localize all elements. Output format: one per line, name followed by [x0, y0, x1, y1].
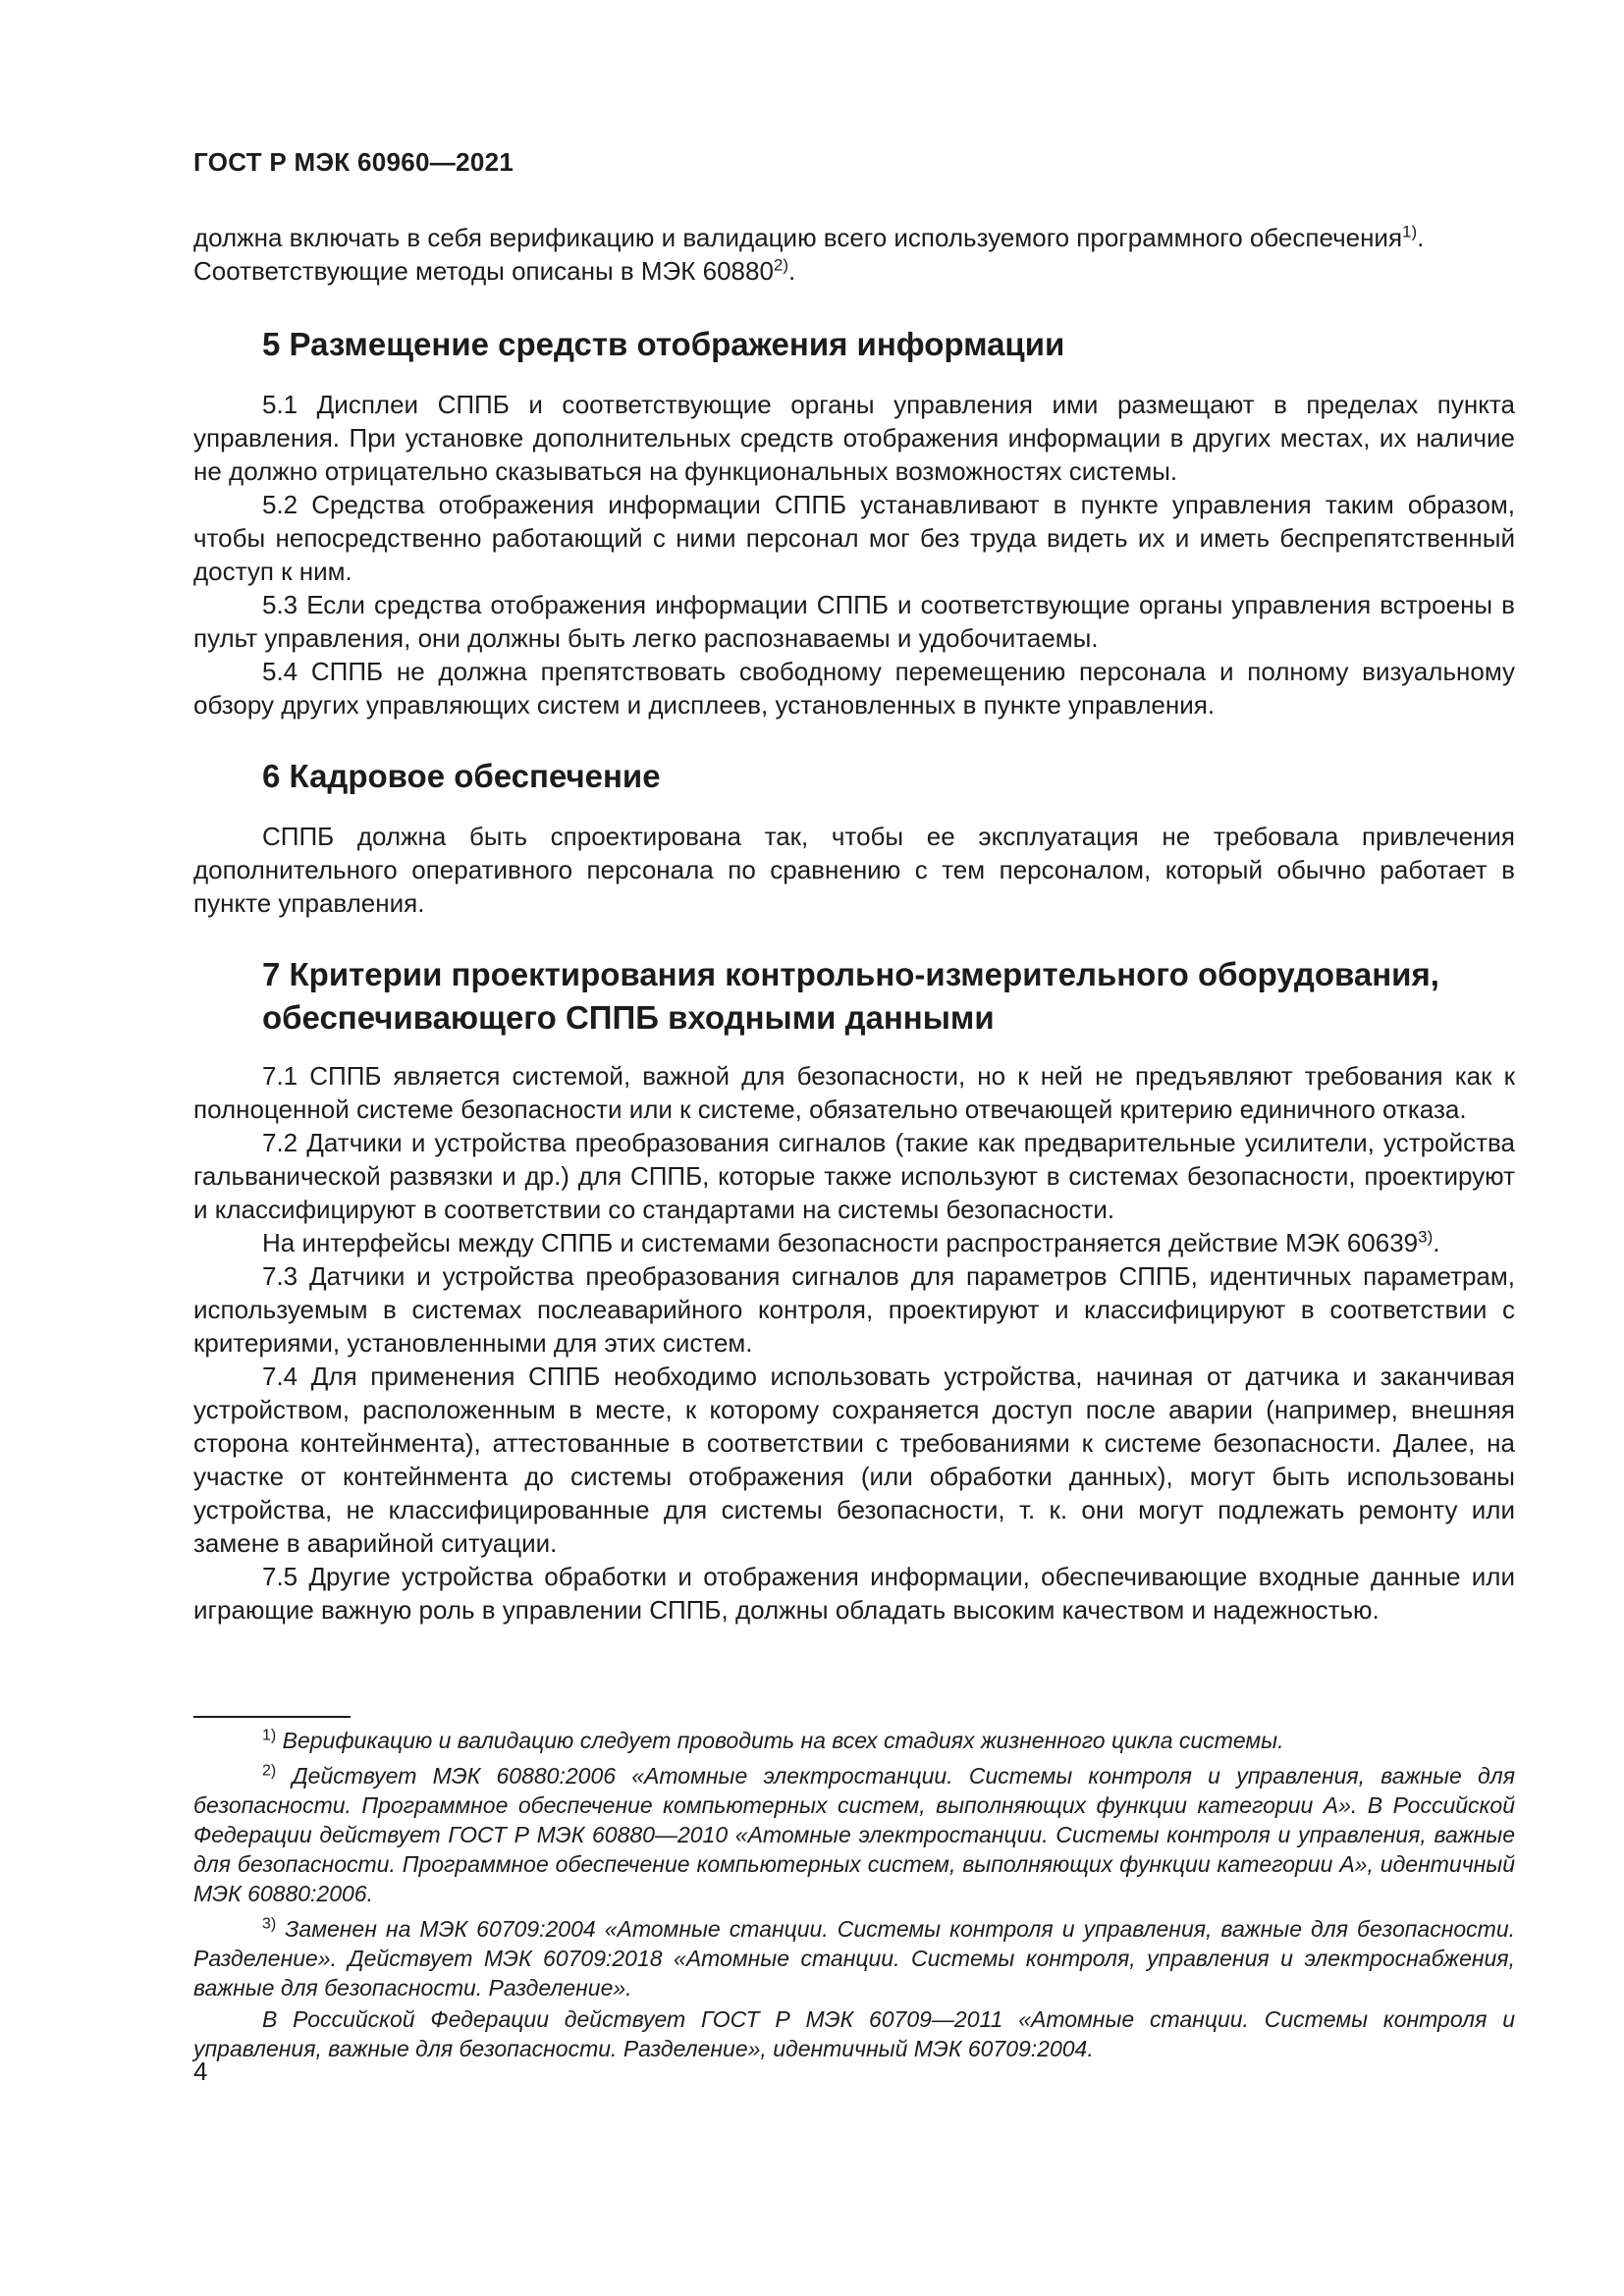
footnote-ref-2[interactable]: 2) — [773, 255, 789, 275]
paragraph-5-2: 5.2 Средства отображения информации СППБ устанавливают в пункте управления таким образом, чтобы непосредственно работающий с ними персонал мог без труда видеть их и иметь беспрепятственный доступ к ним. — [193, 490, 1515, 586]
paragraph-7-2-interfaces-end: . — [1433, 1228, 1440, 1257]
section-6-title: 6 Кадровое обеспечение — [262, 758, 661, 794]
paragraph-7-4: 7.4 Для применения СППБ необходимо использовать устройства, начиная от датчика и заканчивая устройством, расположенным в месте, к которому сохраняется доступ после аварии (например, внешняя сторона контейнмента), аттестованные в соответствии с требованиями к системе безопасности. Далее, на участке от контейнмента до системы отображения (или обработки данных), могут быть использованы устройства, не классифицированные для системы безопасности, т. к. они могут подлежать ремонту или замене в аварийной ситуации. — [193, 1362, 1515, 1558]
footnote-3-mark: 3) — [262, 1915, 277, 1933]
paragraph-7-1: 7.1 СППБ является системой, важной для безопасности, но к ней не предъявляют требования как к полноценной системе безопасности или к системе, обязательно отвечающей критерию единичного отказа. — [193, 1061, 1515, 1124]
footnote-2-mark: 2) — [262, 1762, 277, 1780]
paragraph-6: СППБ должна быть спроектирована так, чтобы ее эксплуатация не требовала привлечения дополнительного оперативного персонала по сравнению с тем персоналом, который обычно работает в пункте управления. — [193, 822, 1515, 918]
footnote-ref-3[interactable]: 3) — [1418, 1227, 1434, 1247]
footnote-1-mark: 1) — [262, 1727, 277, 1744]
paragraph-5-1: 5.1 Дисплеи СППБ и соответствующие органы управления ими размещают в пределах пункта управления. При установке дополнительных средств отображения информации в других местах, их наличие не должно отрицательно сказываться на функциональных возможностях системы. — [193, 390, 1515, 486]
paragraph-7-2-interfaces — [193, 1226, 1515, 1259]
intro-text-1: должна включать в себя верификацию и валидацию всего используемого программного обеспечения — [193, 223, 1403, 252]
document-header: ГОСТ Р МЭК 60960—2021 — [193, 147, 514, 177]
footnote-divider — [193, 1716, 351, 1718]
footnote-1-text: Верификацию и валидацию следует проводить на всех стадиях жизненного цикла системы. — [282, 1728, 1284, 1753]
intro-paragraph-1 — [193, 221, 1515, 254]
footnote-1 — [193, 1726, 1515, 1755]
footnote-2 — [193, 1761, 1515, 1908]
paragraph-7-2-interfaces-text: На интерфейсы между СППБ и системами безопасности распространяется действие МЭК 60639 — [262, 1228, 1419, 1257]
footnotes — [193, 1716, 1515, 2069]
intro-end-2: . — [788, 256, 796, 286]
intro-paragraph-2 — [193, 254, 1515, 288]
footnote-ref-1[interactable]: 1) — [1402, 222, 1418, 241]
footnote-3 — [193, 1914, 1515, 2002]
section-7-title-line-2: обеспечивающего СППБ входными данными — [262, 999, 995, 1036]
page-number: 4 — [193, 2056, 208, 2086]
paragraph-5-3: 5.3 Если средства отображения информации СППБ и соответствующие органы управления встроены в пульт управления, они должны быть легко распознаваемы и удобочитаемы. — [193, 590, 1515, 653]
paragraph-5-4: 5.4 СППБ не должна препятствовать свободному перемещению персонала и полному визуальному обзору других управляющих систем и дисплеев, установленных в пункте управления. — [193, 657, 1515, 720]
footnote-3-text: Заменен на МЭК 60709:2004 «Атомные станции. Системы контроля и управления, важные для безопасности. Разделение». Действует МЭК 60709:2018 «Атомные станции. Системы контроля, управления и электроснабжения, важные для безопасности. Разделение». — [193, 1916, 1515, 2001]
footnote-3-continuation: В Российской Федерации действует ГОСТ Р МЭК 60709—2011 «Атомные станции. Системы контроля и управления, важные для безопасности. Разделение», идентичный МЭК 60709:2004. — [193, 2006, 1515, 2061]
section-7-title — [193, 953, 1515, 1040]
footnote-2-text: Действует МЭК 60880:2006 «Атомные электростанции. Системы контроля и управления, важные для безопасности. Программное обеспечение компьютерных систем, выполняющих функции категории А». В Российской Федерации действует ГОСТ Р МЭК 60880—2010 «Атомные электростанции. Системы контроля и управления, важные для безопасности. Программное обеспечение компьютерных систем, выполняющих функции категории А», идентичный МЭК 60880:2006. — [193, 1763, 1516, 1906]
intro-text-2: Соответствующие методы описаны в МЭК 60880 — [193, 256, 774, 286]
section-5-title: 5 Размещение средств отображения информации — [262, 326, 1065, 362]
intro-end-1: . — [1417, 223, 1425, 252]
document-body — [193, 221, 1515, 1627]
paragraph-7-3: 7.3 Датчики и устройства преобразования сигналов для параметров СППБ, идентичных параметрам, используемым в системах послеаварийного контроля, проектируют и классифицируют в соответствии с критериями, установленными для этих систем. — [193, 1261, 1515, 1358]
paragraph-7-2: 7.2 Датчики и устройства преобразования сигналов (такие как предварительные усилители, устройства гальванической развязки и др.) для СППБ, которые также используют в системах безопасности, проектируют и классифицируют в соответствии со стандартами на системы безопасности. — [193, 1128, 1515, 1224]
section-7-title-line-1: 7 Критерии проектирования контрольно-измерительного оборудования, — [262, 956, 1439, 992]
paragraph-7-5: 7.5 Другие устройства обработки и отображения информации, обеспечивающие входные данные или играющие важную роль в управлении СППБ, должны обладать высоким качеством и надежностью. — [193, 1562, 1515, 1625]
